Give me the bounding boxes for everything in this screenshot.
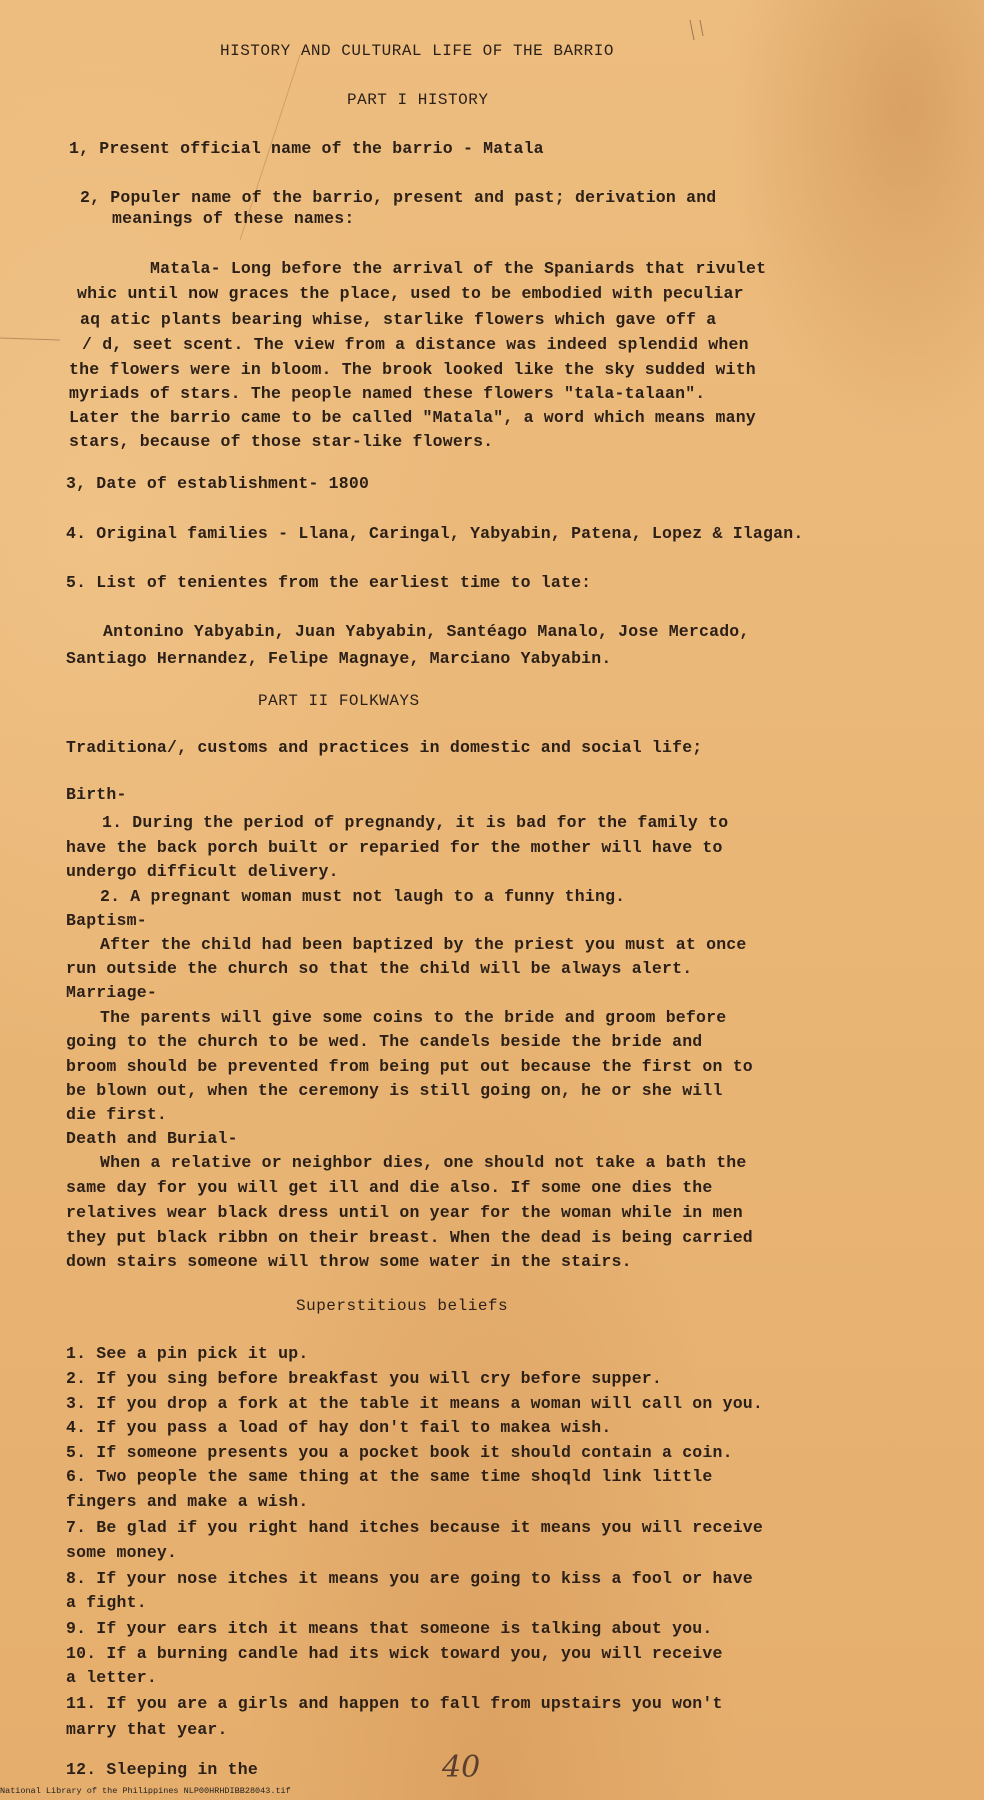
superstition-line: 9. If your ears itch it means that someone is talking about you. [66,1619,713,1638]
history-line: myriads of stars. The people named these flowers "tala-talaan". [69,384,706,403]
folkways-line: be blown out, when the ceremony is still going on, he or she will [66,1081,723,1100]
folkways-line: broom should be prevented from being put out because the first on to [66,1057,753,1076]
folkways-line: 1. During the period of pregnandy, it is bad for the family to [102,813,729,832]
folkways-line: relatives wear black dress until on year for the woman while in men [66,1203,743,1222]
superstition-line: 4. If you pass a load of hay don't fail to makea wish. [66,1418,612,1437]
history-line: 1, Present official name of the barrio - Matala [69,139,544,158]
history-line: Later the barrio came to be called "Matala", a word which means many [69,408,756,427]
history-line: 4. Original families - Llana, Caringal, Yabyabin, Patena, Lopez & Ilagan. [66,524,804,543]
superstition-line: 1. See a pin pick it up. [66,1344,309,1363]
superstition-line: fingers and make a wish. [66,1492,309,1511]
folkways-line: down stairs someone will throw some water in the stairs. [66,1252,632,1271]
history-line: Antonino Yabyabin, Juan Yabyabin, Santéago Manalo, Jose Mercado, [103,622,750,641]
superstition-line: 5. If someone presents you a pocket book it should contain a coin. [66,1443,733,1462]
folkways-line: Death and Burial- [66,1129,238,1148]
folkways-line: After the child had been baptized by the priest you must at once [100,935,747,954]
folkways-line: Marriage- [66,983,157,1002]
history-line: aq atic plants bearing whise, starlike flowers which gave off a [80,310,717,329]
superstition-line: 3. If you drop a fork at the table it means a woman will call on you. [66,1394,764,1413]
history-line: Matala- Long before the arrival of the Spaniards that rivulet [150,259,767,278]
folkways-line: When a relative or neighbor dies, one should not take a bath the [100,1153,747,1172]
superstition-line: a fight. [66,1593,147,1612]
superstition-line: 12. Sleeping in the [66,1760,258,1779]
history-line: meanings of these names: [112,209,355,228]
superstitions-heading: Superstitious beliefs [296,1297,509,1315]
superstition-line: 6. Two people the same thing at the same time shoqld link little [66,1467,713,1486]
document-title: HISTORY AND CULTURAL LIFE OF THE BARRIO [220,42,614,60]
folkways-line: have the back porch built or reparied for the mother will have to [66,838,723,857]
folkways-line: 2. A pregnant woman must not laugh to a funny thing. [100,887,626,906]
folkways-line: Birth- [66,785,127,804]
folkways-line: run outside the church so that the child will be always alert. [66,959,693,978]
folkways-line: Baptism- [66,911,147,930]
superstition-line: 11. If you are a girls and happen to fall from upstairs you won't [66,1694,723,1713]
archive-footer: National Library of the Philippines NLP00HRHDIBB28043.tif [0,1786,291,1796]
folkways-line: same day for you will get ill and die also. If some one dies the [66,1178,713,1197]
superstition-line: 2. If you sing before breakfast you will cry before supper. [66,1369,662,1388]
folkways-line: they put black ribbn on their breast. When the dead is being carried [66,1228,753,1247]
history-line: 5. List of tenientes from the earliest time to late: [66,573,592,592]
history-line: stars, because of those star-like flowers. [69,432,494,451]
folkways-line: die first. [66,1105,168,1124]
history-line: / d, seet scent. The view from a distance was indeed splendid when [82,335,749,354]
superstition-line: marry that year. [66,1720,228,1739]
history-line: 2, Populer name of the barrio, present and past; derivation and [80,188,717,207]
folkways-line: Traditiona/, customs and practices in domestic and social life; [66,738,703,757]
part1-heading: PART I HISTORY [347,91,489,109]
history-line: 3, Date of establishment- 1800 [66,474,370,493]
folkways-line: going to the church to be wed. The candels beside the bride and [66,1032,703,1051]
page-number: 40 [442,1750,481,1785]
superstition-line: 8. If your nose itches it means you are going to kiss a fool or have [66,1569,753,1588]
superstition-line: 7. Be glad if you right hand itches because it means you will receive [66,1518,764,1537]
superstition-line: a letter. [66,1668,157,1687]
history-line: Santiago Hernandez, Felipe Magnaye, Marciano Yabyabin. [66,649,612,668]
part2-heading: PART II FOLKWAYS [258,692,420,710]
superstition-line: some money. [66,1543,178,1562]
history-line: whic until now graces the place, used to be embodied with peculiar [77,284,744,303]
history-line: the flowers were in bloom. The brook looked like the sky sudded with [69,360,756,379]
folkways-line: undergo difficult delivery. [66,862,339,881]
folkways-line: The parents will give some coins to the bride and groom before [100,1008,727,1027]
superstition-line: 10. If a burning candle had its wick toward you, you will receive [66,1644,723,1663]
